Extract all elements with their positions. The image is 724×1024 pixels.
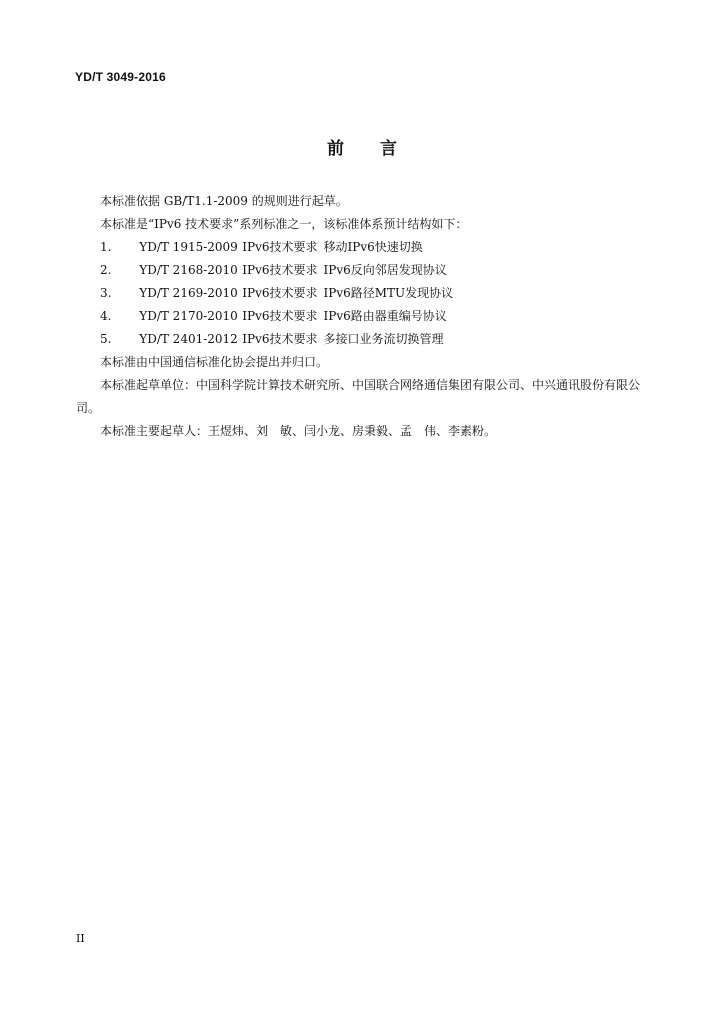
series-list-item (76, 282, 656, 305)
paragraph-series-intro: 本标准是“IPv6 技术要求”系列标准之一，该标准体系预计结构如下： (100, 217, 468, 231)
item-subject: 多接口业务流切换管理 (323, 332, 444, 346)
item-code: YD/T 1915-2009 (139, 240, 238, 254)
paragraph-drafting-units: 本标准起草单位：中国科学院计算技术研究所、中国联合网络通信集团有限公司、中兴通讯股份有限公司。 (76, 378, 641, 415)
item-category: IPv6技术要求 (242, 309, 318, 323)
item-number: 3. (100, 286, 112, 300)
item-number: 1. (100, 240, 112, 254)
page-number: II (76, 932, 85, 945)
series-list-item (76, 236, 656, 259)
paragraph-drafting-rules: 本标准依据 GB/T1.1-2009 的规则进行起草。 (100, 194, 348, 208)
item-code: YD/T 2169-2010 (139, 286, 238, 300)
item-subject: IPv6反向邻居发现协议 (323, 263, 447, 277)
title-part-2: 言 (380, 139, 397, 159)
series-list-item (76, 328, 656, 351)
item-number: 4. (100, 309, 112, 323)
item-category: IPv6技术要求 (242, 240, 318, 254)
standard-code: YD/T 3049-2016 (75, 70, 166, 84)
item-code: YD/T 2401-2012 (139, 332, 238, 346)
paragraph-proposer: 本标准由中国通信标准化协会提出并归口。 (100, 355, 329, 369)
item-subject: IPv6路由器重编号协议 (323, 309, 447, 323)
item-category: IPv6技术要求 (242, 286, 318, 300)
item-code: YD/T 2168-2010 (139, 263, 238, 277)
foreword-body (76, 190, 656, 443)
title-part-1: 前 (327, 139, 344, 159)
item-subject: IPv6路径MTU发现协议 (323, 286, 454, 300)
item-category: IPv6技术要求 (242, 332, 318, 346)
item-number: 2. (100, 263, 112, 277)
page-title (0, 134, 724, 159)
series-list-item (76, 259, 656, 282)
item-code: YD/T 2170-2010 (139, 309, 238, 323)
series-list-item (76, 305, 656, 328)
item-category: IPv6技术要求 (242, 263, 318, 277)
item-subject: 移动IPv6快速切换 (323, 240, 423, 254)
item-number: 5. (100, 332, 112, 346)
paragraph-drafters: 本标准主要起草人：王煜炜、刘 敏、闫小龙、房秉毅、孟 伟、李素粉。 (100, 424, 497, 438)
